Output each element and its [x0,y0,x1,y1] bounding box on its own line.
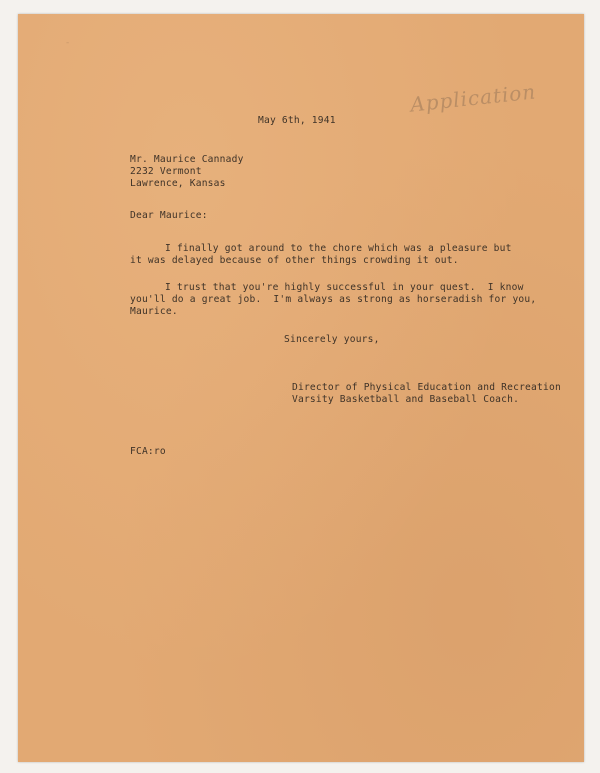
letter-date: May 6th, 1941 [258,115,336,126]
recipient-city: Lawrence, Kansas [130,178,226,189]
typist-initials: FCA:ro [130,446,166,457]
paragraph2-line1: I trust that you're highly successful in your quest. I know [165,282,524,293]
salutation: Dear Maurice: [130,210,208,221]
corner-mark: - [66,38,70,48]
paragraph1-line2: it was delayed because of other things crowding it out. [130,255,459,266]
signature-title-line1: Director of Physical Education and Recreation [292,382,561,393]
recipient-name: Mr. Maurice Cannady [130,154,244,165]
paragraph2-line3: Maurice. [130,306,178,317]
recipient-street: 2232 Vermont [130,166,202,177]
paragraph1-line1: I finally got around to the chore which was a pleasure but [165,243,512,254]
handwritten-annotation: Application [409,79,538,117]
closing: Sincerely yours, [284,334,380,345]
letter-page [18,14,584,762]
signature-title-line2: Varsity Basketball and Baseball Coach. [292,394,520,405]
paragraph2-line2: you'll do a great job. I'm always as strong as horseradish for you, [130,294,537,305]
